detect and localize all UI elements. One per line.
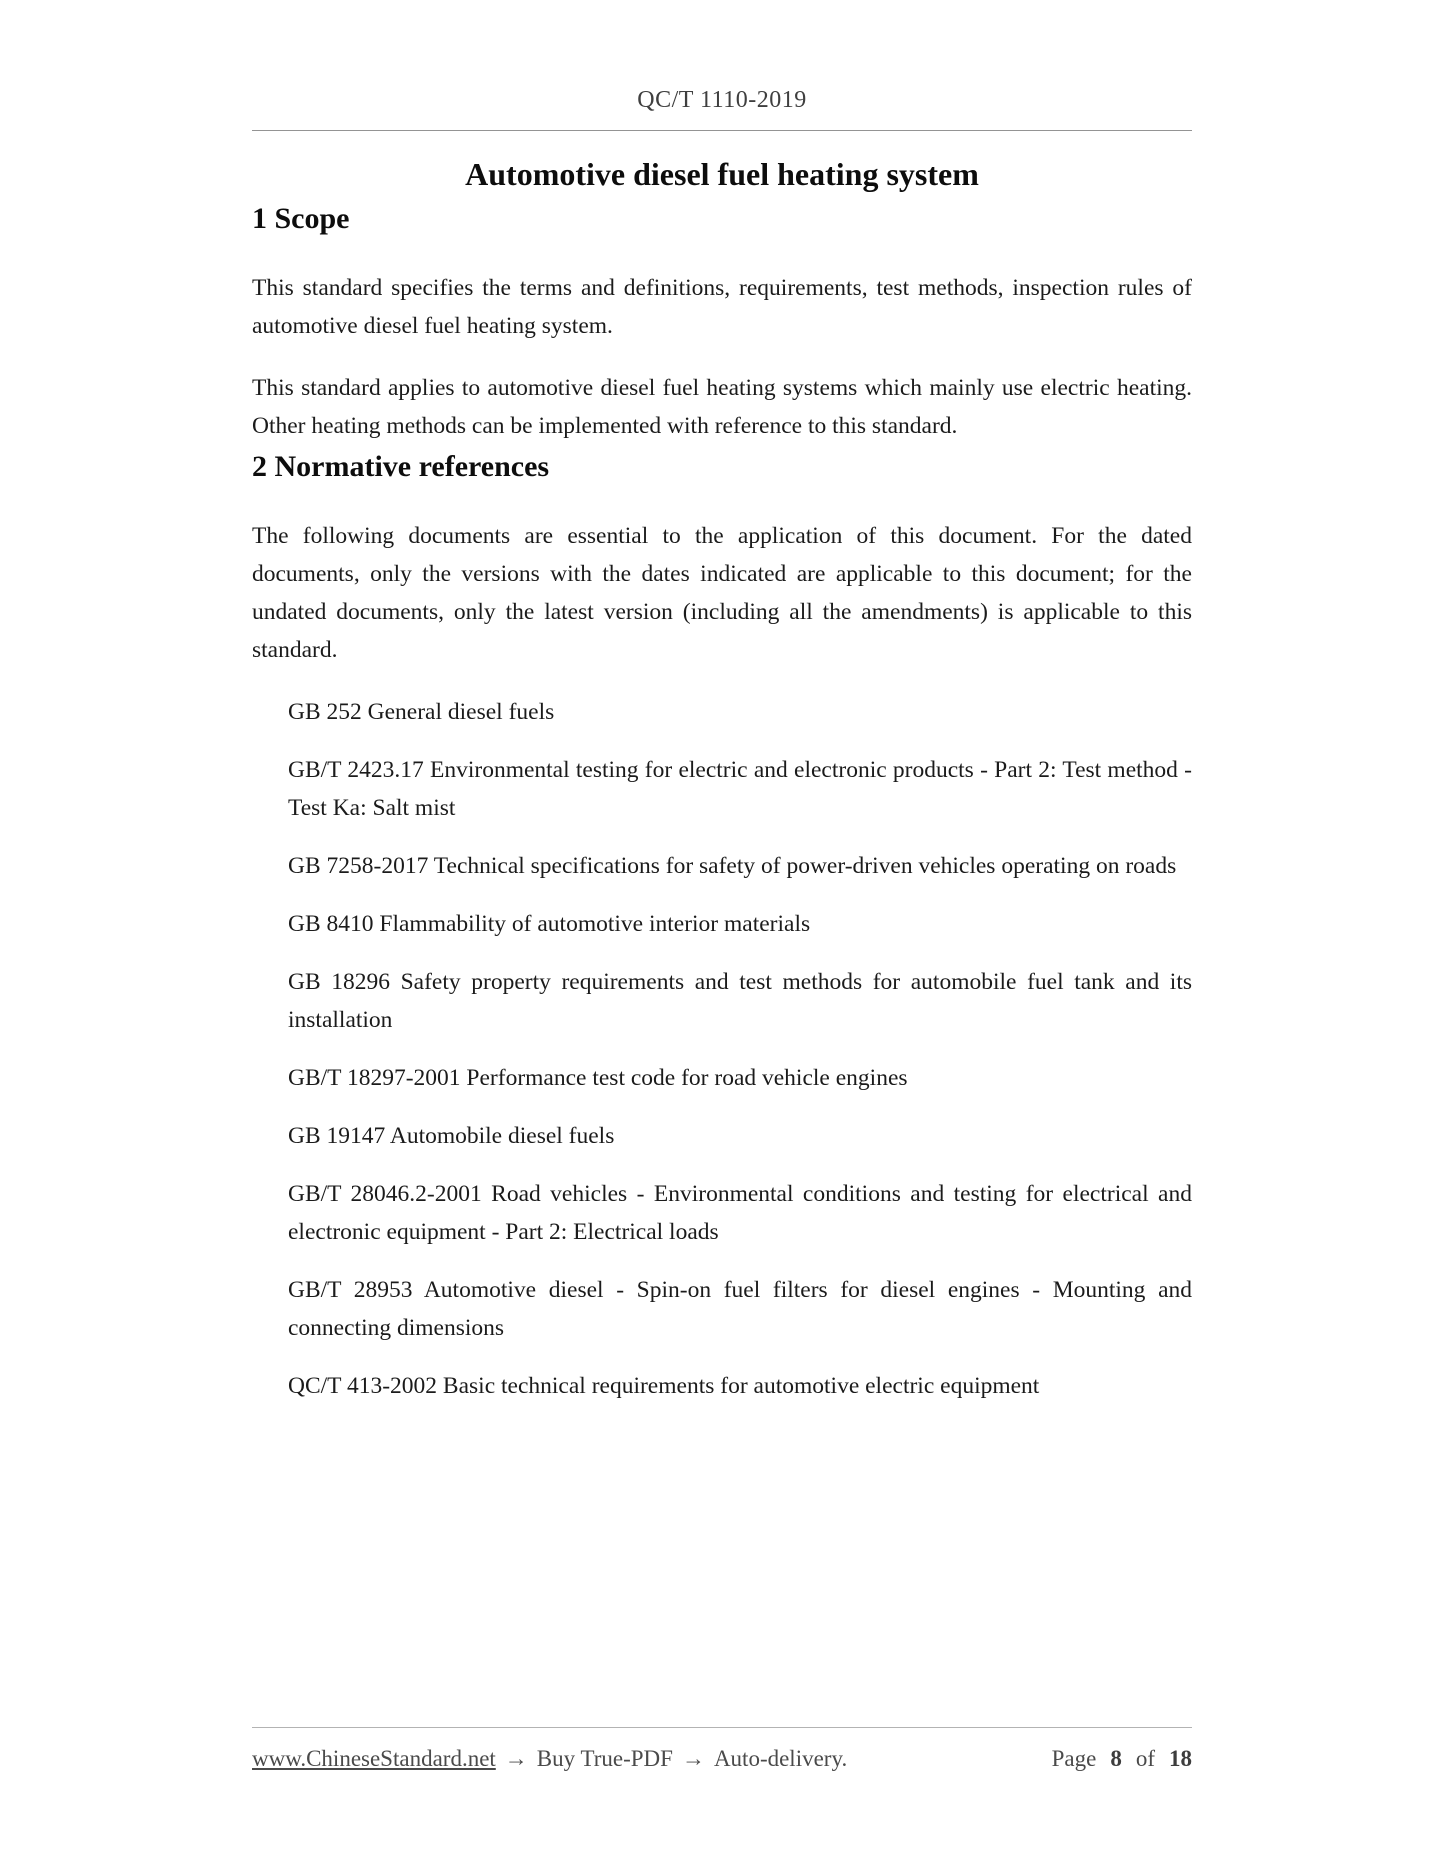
footer-website-link[interactable]: www.ChineseStandard.net xyxy=(252,1746,496,1771)
normative-intro-paragraph: The following documents are essential to the application of this document. For the dated documents, only the versions with the dates indicated are applicable to this document; for the undated documents, only the latest version (including all the amendments) is applicable to this standard. xyxy=(252,523,1192,663)
reference-item: GB/T 28953 Automotive diesel - Spin-on fuel filters for diesel engines - Mounting and connecting dimensions xyxy=(288,1277,1192,1341)
scope-paragraph: This standard applies to automotive diesel fuel heating systems which mainly use electric heating. Other heating methods can be implemented with reference to this standard. xyxy=(252,375,1192,439)
page-of-label: of xyxy=(1135,1746,1155,1771)
reference-item: GB 252 General diesel fuels xyxy=(288,699,555,725)
page-current-number: 8 xyxy=(1110,1746,1122,1771)
page-indicator xyxy=(1052,1744,1192,1774)
page-label: Page xyxy=(1051,1746,1097,1771)
document-title: Automotive diesel fuel heating system xyxy=(465,156,979,192)
reference-item: GB 8410 Flammability of automotive interior materials xyxy=(288,911,811,937)
section-heading-scope: 1 Scope xyxy=(252,202,350,235)
footer-divider xyxy=(252,1727,1192,1728)
footer-delivery-text: Auto-delivery. xyxy=(713,1746,848,1771)
scope-paragraph: This standard specifies the terms and definitions, requirements, test methods, inspection rules of automotive diesel fuel heating system. xyxy=(252,275,1192,339)
reference-item: GB 7258-2017 Technical specifications for safety of power-driven vehicles operating on roads xyxy=(288,853,1177,879)
page-total-number: 18 xyxy=(1169,1746,1192,1771)
header-divider xyxy=(252,130,1192,131)
reference-item: GB/T 2423.17 Environmental testing for electric and electronic products - Part 2: Test method - Test Ka: Salt mist xyxy=(288,757,1192,821)
footer-buy-text: Buy True-PDF xyxy=(536,1746,673,1771)
reference-item: GB 19147 Automobile diesel fuels xyxy=(288,1123,615,1149)
reference-item: GB/T 28046.2-2001 Road vehicles - Environmental conditions and testing for electrical and electronic equipment - Part 2: Electrical loads xyxy=(288,1181,1192,1245)
reference-item: QC/T 413-2002 Basic technical requirements for automotive electric equipment xyxy=(288,1373,1040,1399)
footer-promo xyxy=(252,1744,847,1774)
reference-item: GB 18296 Safety property requirements and test methods for automobile fuel tank and its installation xyxy=(288,969,1192,1033)
arrow-right-icon: → xyxy=(681,1746,705,1771)
reference-item: GB/T 18297-2001 Performance test code for road vehicle engines xyxy=(288,1065,908,1091)
header-doc-number: QC/T 1110-2019 xyxy=(637,87,807,113)
arrow-right-icon: → xyxy=(504,1746,528,1771)
section-heading-normative-references: 2 Normative references xyxy=(252,450,550,483)
page-footer xyxy=(252,1727,1192,1774)
footer-row xyxy=(252,1744,1192,1774)
